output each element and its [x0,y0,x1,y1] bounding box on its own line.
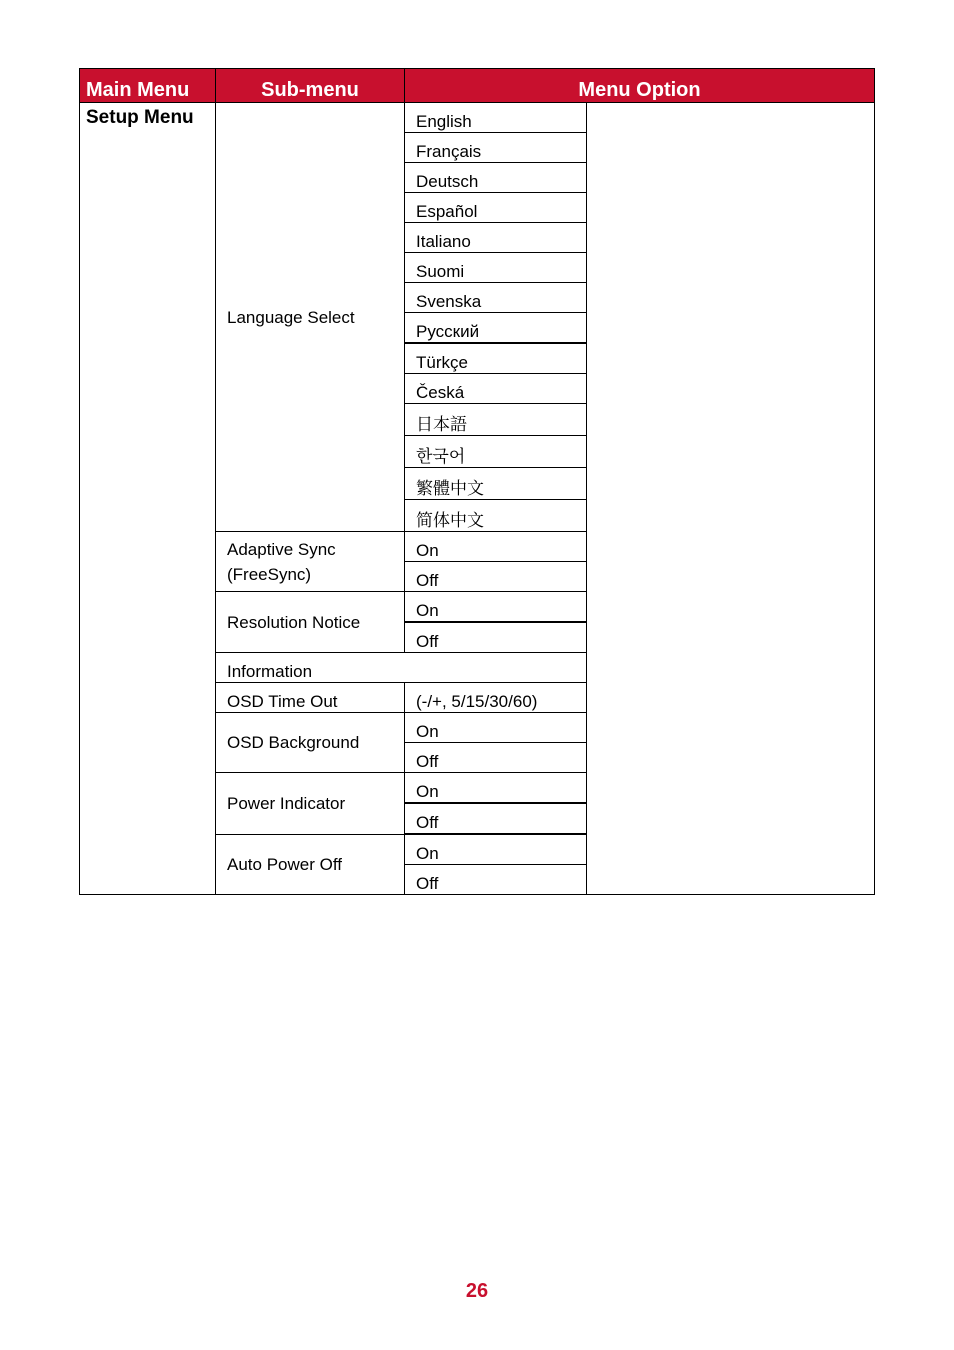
option-japanese: 日本語 [405,404,587,436]
submenu-power-indicator: Power Indicator [216,773,405,835]
setup-menu-table [79,68,875,895]
option-simplified-chinese: 简体中文 [405,500,587,532]
option-auto-power-off-on: On [405,834,587,865]
header-menu-option: Menu Option [405,69,875,103]
option-power-indicator-off: Off [405,803,587,834]
option-resolution-notice-off: Off [405,622,587,653]
page-number: 26 [465,1280,489,1302]
table-row [80,103,875,133]
blank-column [587,103,875,895]
submenu-resolution-notice: Resolution Notice [216,592,405,653]
submenu-auto-power-off: Auto Power Off [216,834,405,895]
option-adaptive-sync-off: Off [405,562,587,592]
option-adaptive-sync-on: On [405,532,587,562]
option-suomi: Suomi [405,253,587,283]
option-english: English [405,103,587,133]
main-menu-setup: Setup Menu [80,103,216,895]
option-italiano: Italiano [405,223,587,253]
table-header-row [80,69,875,103]
header-sub-menu: Sub-menu [216,69,405,103]
option-traditional-chinese: 繁體中文 [405,468,587,500]
submenu-adaptive-sync: Adaptive Sync (FreeSync) [216,532,405,592]
option-svenska: Svenska [405,283,587,313]
option-power-indicator-on: On [405,773,587,804]
submenu-osd-time-out: OSD Time Out [216,683,405,713]
submenu-language-select: Language Select [216,103,405,532]
header-main-menu: Main Menu [80,69,216,103]
option-osd-background-off: Off [405,743,587,773]
option-korean: 한국어 [405,436,587,468]
submenu-information: Information [216,653,587,683]
option-deutsch: Deutsch [405,163,587,193]
option-auto-power-off-off: Off [405,865,587,895]
option-czech: Česká [405,374,587,404]
option-francais: Français [405,133,587,163]
option-osd-time-out-range: (-/+, 5/15/30/60) [405,683,587,713]
submenu-osd-background: OSD Background [216,713,405,773]
option-osd-background-on: On [405,713,587,743]
option-turkish: Türkçe [405,343,587,374]
option-resolution-notice-on: On [405,592,587,623]
option-russian: Русский [405,313,587,344]
option-espanol: Español [405,193,587,223]
